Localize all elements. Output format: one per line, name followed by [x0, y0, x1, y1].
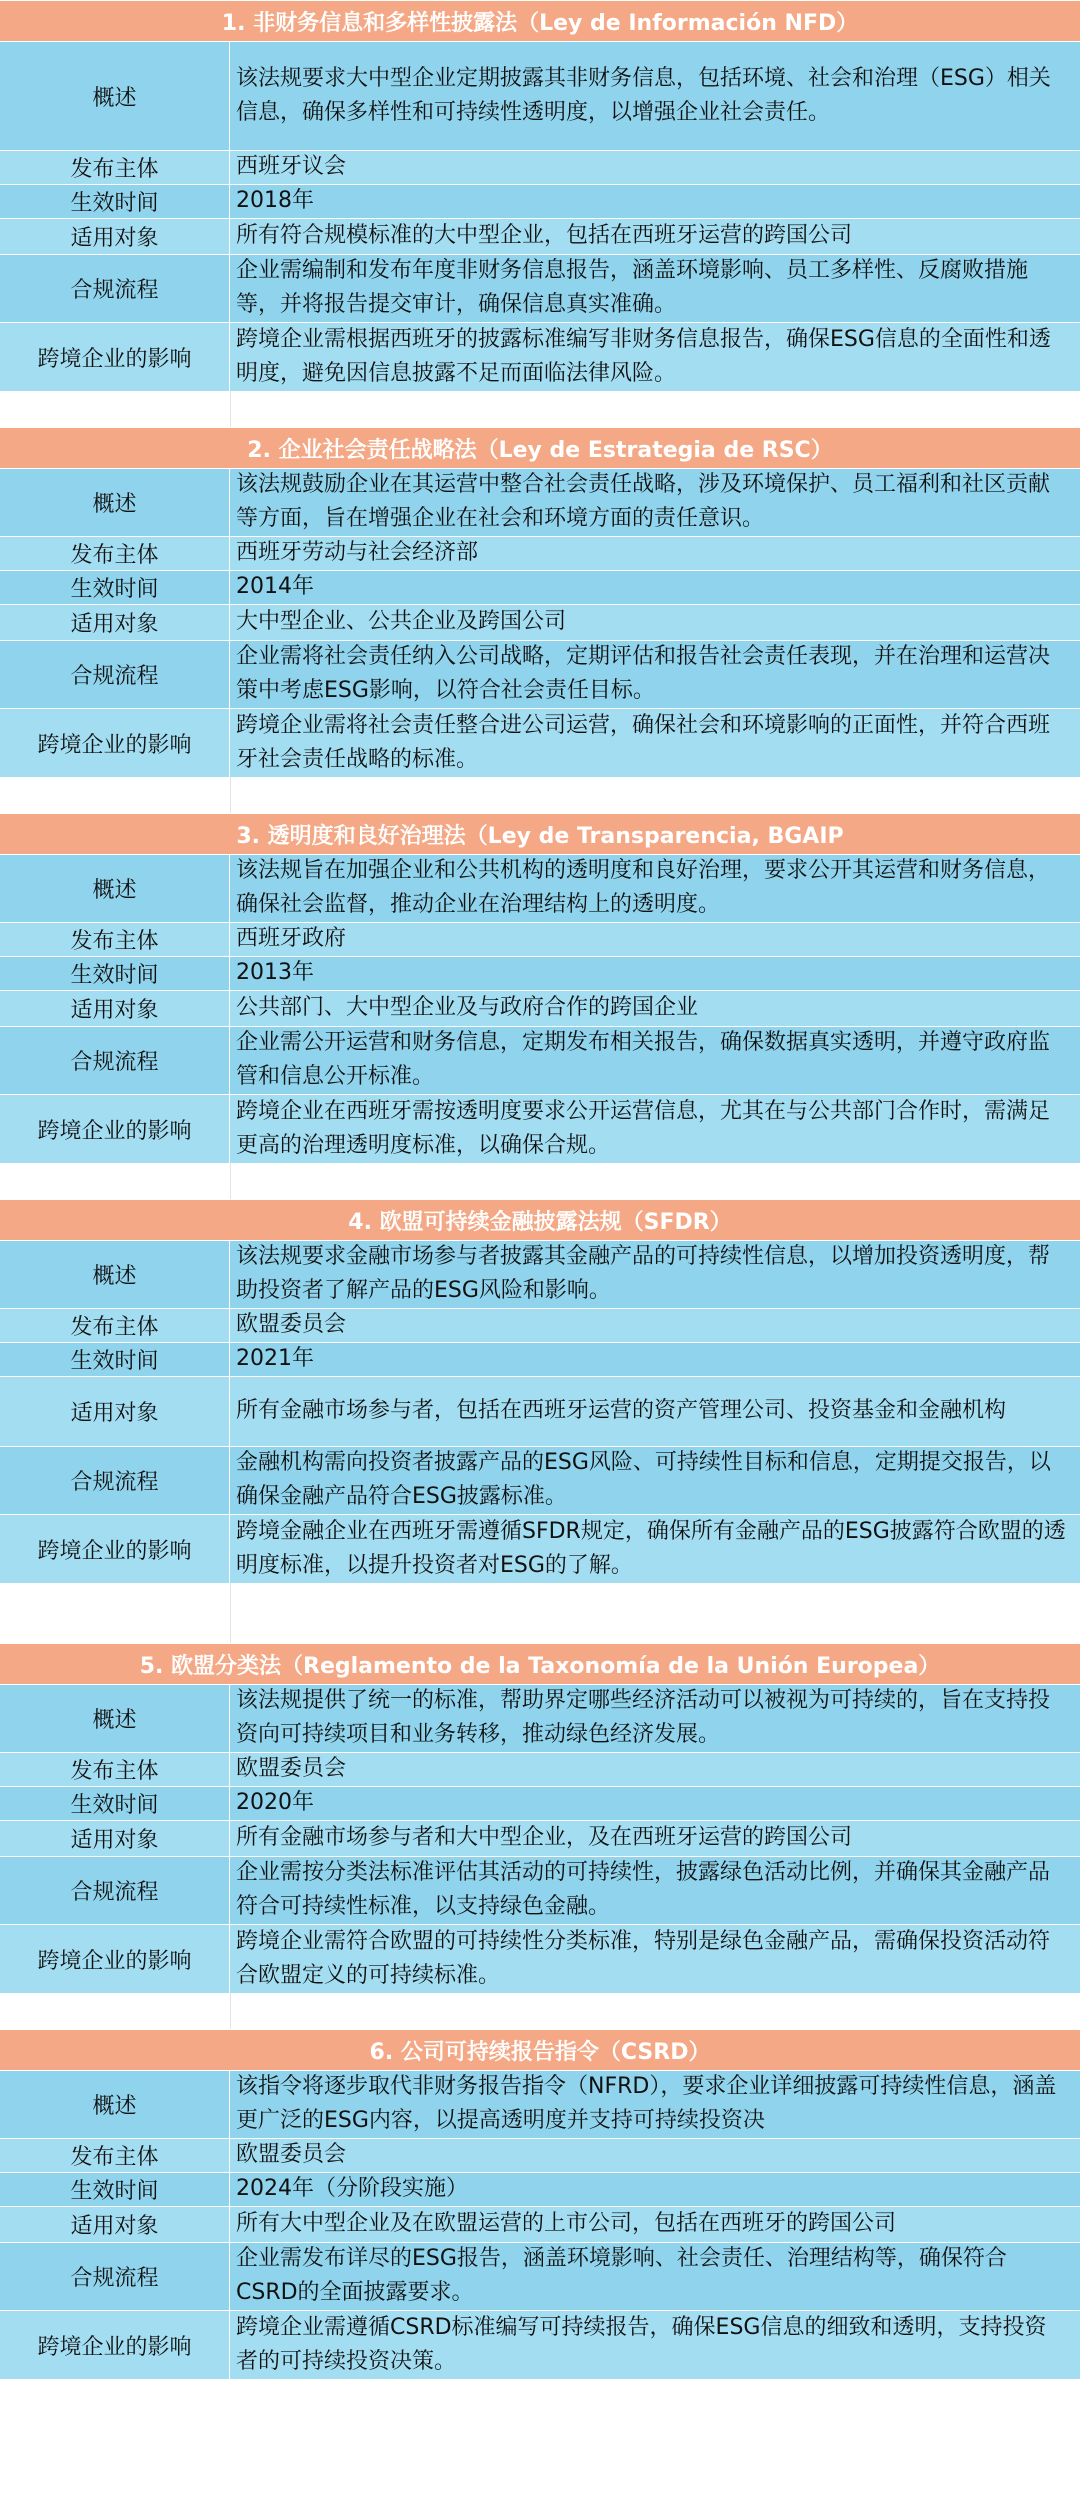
- row-value: 2021年: [230, 1343, 1080, 1376]
- table-row: [0, 990, 1080, 1026]
- row-label: 发布主体: [0, 923, 230, 956]
- law-section: [0, 2029, 1080, 2379]
- row-value: 企业需发布详尽的ESG报告，涵盖环境影响、社会责任、治理结构等，确保符合CSRD的全面披露要求。: [230, 2243, 1080, 2310]
- table-row: [0, 1094, 1080, 1163]
- table-row: [0, 1240, 1080, 1308]
- section-spacer: [0, 1583, 1080, 1643]
- row-label: 生效时间: [0, 2173, 230, 2206]
- row-value: 公共部门、大中型企业及与政府合作的跨国企业: [230, 991, 1080, 1026]
- table-row: [0, 1446, 1080, 1514]
- row-value: 2014年: [230, 571, 1080, 604]
- row-value: 跨境金融企业在西班牙需遵循SFDR规定，确保所有金融产品的ESG披露符合欧盟的透明度标准，以提升投资者对ESG的了解。: [230, 1515, 1080, 1583]
- section-spacer: [0, 391, 1080, 427]
- table-row: [0, 1786, 1080, 1820]
- row-value: 2018年: [230, 185, 1080, 218]
- table-row: [0, 854, 1080, 922]
- table-row: [0, 2206, 1080, 2242]
- row-label: 跨境企业的影响: [0, 709, 230, 777]
- table-row: [0, 604, 1080, 640]
- law-section: [0, 427, 1080, 813]
- row-value: 2024年（分阶段实施）: [230, 2173, 1080, 2206]
- table-row: [0, 640, 1080, 708]
- row-value: 所有金融市场参与者和大中型企业，及在西班牙运营的跨国公司: [230, 1821, 1080, 1856]
- section-spacer: [0, 1163, 1080, 1199]
- spacer-left: [0, 1163, 231, 1199]
- law-section: [0, 813, 1080, 1199]
- table-row: [0, 1820, 1080, 1856]
- spacer-right: [231, 1163, 1080, 1199]
- row-value: 所有符合规模标准的大中型企业，包括在西班牙运营的跨国公司: [230, 219, 1080, 254]
- row-label: 跨境企业的影响: [0, 323, 230, 391]
- row-value: 该法规鼓励企业在其运营中整合社会责任战略，涉及环境保护、员工福利和社区贡献等方面，旨在增强企业在社会和环境方面的责任意识。: [230, 469, 1080, 536]
- row-label: 生效时间: [0, 571, 230, 604]
- row-label: 合规流程: [0, 1857, 230, 1924]
- table-row: [0, 218, 1080, 254]
- table-row: [0, 184, 1080, 218]
- row-label: 概述: [0, 469, 230, 536]
- row-label: 概述: [0, 2071, 230, 2138]
- table-row: [0, 254, 1080, 322]
- row-value: 企业需编制和发布年度非财务信息报告，涵盖环境影响、员工多样性、反腐败措施等，并将报告提交审计，确保信息真实准确。: [230, 255, 1080, 322]
- row-label: 生效时间: [0, 185, 230, 218]
- table-row: [0, 1752, 1080, 1786]
- row-label: 发布主体: [0, 537, 230, 570]
- row-label: 合规流程: [0, 2243, 230, 2310]
- table-row: [0, 322, 1080, 391]
- table-row: [0, 468, 1080, 536]
- spacer-left: [0, 391, 231, 427]
- row-label: 概述: [0, 855, 230, 922]
- row-label: 概述: [0, 1685, 230, 1752]
- row-label: 生效时间: [0, 1343, 230, 1376]
- table-row: [0, 2172, 1080, 2206]
- table-row: [0, 570, 1080, 604]
- row-value: 2013年: [230, 957, 1080, 990]
- spacer-right: [231, 1993, 1080, 2029]
- table-row: [0, 150, 1080, 184]
- section-title: 2. 企业社会责任战略法（Ley de Estrategia de RSC）: [0, 427, 1080, 468]
- row-value: 跨境企业在西班牙需按透明度要求公开运营信息，尤其在与公共部门合作时，需满足更高的治理透明度标准，以确保合规。: [230, 1095, 1080, 1163]
- spacer-left: [0, 1583, 231, 1643]
- row-label: 适用对象: [0, 605, 230, 640]
- law-section: [0, 0, 1080, 427]
- section-title: 3. 透明度和良好治理法（Ley de Transparencia, BGAIP: [0, 813, 1080, 854]
- row-label: 生效时间: [0, 1787, 230, 1820]
- row-label: 发布主体: [0, 151, 230, 184]
- table-row: [0, 708, 1080, 777]
- row-label: 发布主体: [0, 2139, 230, 2172]
- spacer-right: [231, 391, 1080, 427]
- row-label: 合规流程: [0, 255, 230, 322]
- row-value: 跨境企业需将社会责任整合进公司运营，确保社会和环境影响的正面性，并符合西班牙社会责任战略的标准。: [230, 709, 1080, 777]
- row-label: 生效时间: [0, 957, 230, 990]
- section-spacer: [0, 777, 1080, 813]
- table-row: [0, 1514, 1080, 1583]
- table-row: [0, 1342, 1080, 1376]
- row-value: 西班牙议会: [230, 151, 1080, 184]
- spacer-right: [231, 1583, 1080, 1643]
- section-spacer: [0, 1993, 1080, 2029]
- section-title: 5. 欧盟分类法（Reglamento de la Taxonomía de la Unión Europea）: [0, 1643, 1080, 1684]
- table-row: [0, 1308, 1080, 1342]
- row-label: 概述: [0, 1241, 230, 1308]
- law-section: [0, 1643, 1080, 2029]
- row-label: 跨境企业的影响: [0, 2311, 230, 2379]
- row-label: 跨境企业的影响: [0, 1925, 230, 1993]
- row-value: 该法规旨在加强企业和公共机构的透明度和良好治理，要求公开其运营和财务信息，确保社会监督，推动企业在治理结构上的透明度。: [230, 855, 1080, 922]
- row-value: 欧盟委员会: [230, 1309, 1080, 1342]
- row-value: 西班牙政府: [230, 923, 1080, 956]
- row-label: 发布主体: [0, 1753, 230, 1786]
- section-title: 1. 非财务信息和多样性披露法（Ley de Información NFD）: [0, 0, 1080, 41]
- row-value: 该法规提供了统一的标准，帮助界定哪些经济活动可以被视为可持续的，旨在支持投资向可持续项目和业务转移，推动绿色经济发展。: [230, 1685, 1080, 1752]
- row-value: 该法规要求金融市场参与者披露其金融产品的可持续性信息，以增加投资透明度，帮助投资者了解产品的ESG风险和影响。: [230, 1241, 1080, 1308]
- row-value: 该法规要求大中型企业定期披露其非财务信息，包括环境、社会和治理（ESG）相关信息，确保多样性和可持续性透明度，以增强企业社会责任。: [230, 42, 1080, 150]
- table-row: [0, 956, 1080, 990]
- row-value: 欧盟委员会: [230, 1753, 1080, 1786]
- row-label: 合规流程: [0, 641, 230, 708]
- row-value: 该指令将逐步取代非财务报告指令（NFRD），要求企业详细披露可持续性信息，涵盖更广泛的ESG内容，以提高透明度并支持可持续投资决: [230, 2071, 1080, 2138]
- row-label: 合规流程: [0, 1027, 230, 1094]
- table-row: [0, 2070, 1080, 2138]
- row-label: 适用对象: [0, 991, 230, 1026]
- row-label: 跨境企业的影响: [0, 1515, 230, 1583]
- row-value: 所有金融市场参与者，包括在西班牙运营的资产管理公司、投资基金和金融机构: [230, 1377, 1080, 1446]
- table-row: [0, 922, 1080, 956]
- row-value: 企业需将社会责任纳入公司战略，定期评估和报告社会责任表现，并在治理和运营决策中考虑ESG影响，以符合社会责任目标。: [230, 641, 1080, 708]
- spacer-left: [0, 777, 231, 813]
- row-label: 合规流程: [0, 1447, 230, 1514]
- row-value: 跨境企业需符合欧盟的可持续性分类标准，特别是绿色金融产品，需确保投资活动符合欧盟定义的可持续标准。: [230, 1925, 1080, 1993]
- table-row: [0, 1924, 1080, 1993]
- row-value: 跨境企业需遵循CSRD标准编写可持续报告，确保ESG信息的细致和透明，支持投资者的可持续投资决策。: [230, 2311, 1080, 2379]
- row-label: 适用对象: [0, 2207, 230, 2242]
- row-value: 所有大中型企业及在欧盟运营的上市公司，包括在西班牙的跨国公司: [230, 2207, 1080, 2242]
- table-row: [0, 1856, 1080, 1924]
- table-row: [0, 2138, 1080, 2172]
- table-row: [0, 1684, 1080, 1752]
- row-value: 西班牙劳动与社会经济部: [230, 537, 1080, 570]
- row-label: 适用对象: [0, 1821, 230, 1856]
- row-value: 跨境企业需根据西班牙的披露标准编写非财务信息报告，确保ESG信息的全面性和透明度，避免因信息披露不足而面临法律风险。: [230, 323, 1080, 391]
- row-label: 发布主体: [0, 1309, 230, 1342]
- table-row: [0, 2310, 1080, 2379]
- table-row: [0, 1026, 1080, 1094]
- row-label: 适用对象: [0, 1377, 230, 1446]
- section-title: 4. 欧盟可持续金融披露法规（SFDR）: [0, 1199, 1080, 1240]
- row-value: 欧盟委员会: [230, 2139, 1080, 2172]
- row-value: 大中型企业、公共企业及跨国公司: [230, 605, 1080, 640]
- table-row: [0, 41, 1080, 150]
- section-title: 6. 公司可持续报告指令（CSRD）: [0, 2029, 1080, 2070]
- spacer-right: [231, 777, 1080, 813]
- row-value: 企业需公开运营和财务信息，定期发布相关报告，确保数据真实透明，并遵守政府监管和信息公开标准。: [230, 1027, 1080, 1094]
- row-value: 企业需按分类法标准评估其活动的可持续性，披露绿色活动比例，并确保其金融产品符合可持续性标准，以支持绿色金融。: [230, 1857, 1080, 1924]
- table-row: [0, 1376, 1080, 1446]
- law-section: [0, 1199, 1080, 1643]
- row-label: 概述: [0, 42, 230, 150]
- table-row: [0, 536, 1080, 570]
- row-label: 跨境企业的影响: [0, 1095, 230, 1163]
- row-value: 2020年: [230, 1787, 1080, 1820]
- table-row: [0, 2242, 1080, 2310]
- row-label: 适用对象: [0, 219, 230, 254]
- spacer-left: [0, 1993, 231, 2029]
- row-value: 金融机构需向投资者披露产品的ESG风险、可持续性目标和信息，定期提交报告，以确保金融产品符合ESG披露标准。: [230, 1447, 1080, 1514]
